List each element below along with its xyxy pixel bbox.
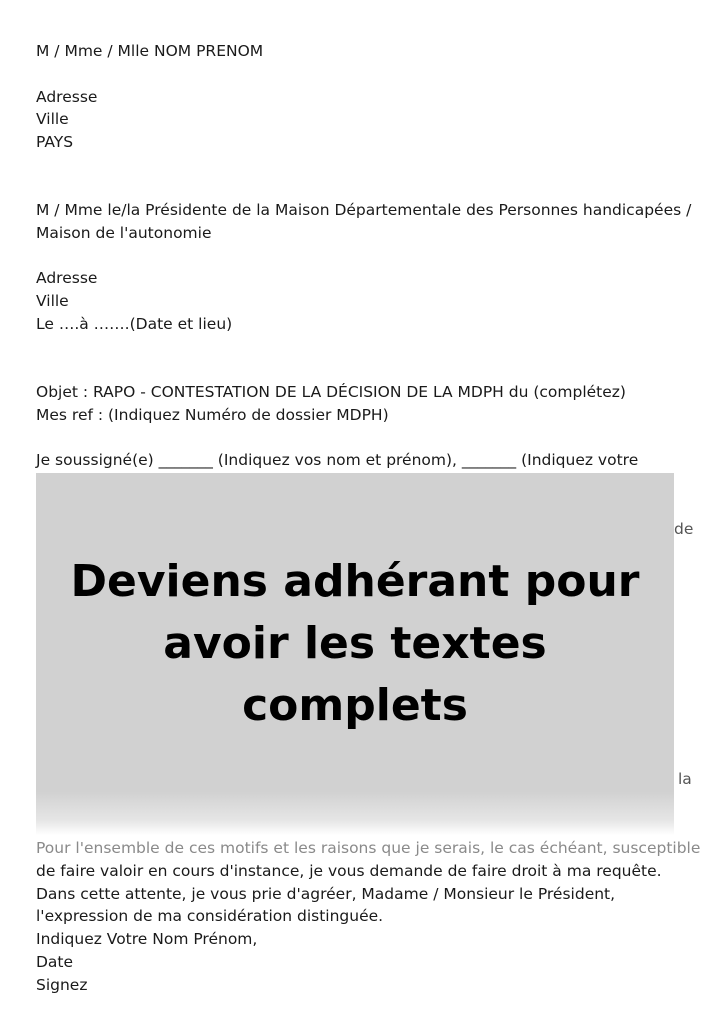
- letter-document: [36, 40, 700, 472]
- recipient-city: Ville: [36, 292, 69, 311]
- closing-line-1: Pour l'ensemble de ces motifs et les raisons que je serais, le cas échéant, susceptible: [36, 839, 701, 857]
- closing-section: [36, 837, 700, 997]
- hidden-fragment-la: la: [678, 770, 692, 788]
- sender-country: PAYS: [36, 133, 74, 152]
- closing-line-6: Date: [36, 952, 74, 971]
- closing-line-3: Dans cette attente, je vous prie d'agréer, Madame / Monsieur le Président,: [36, 884, 616, 903]
- body-intro: Je soussigné(e) _______ (Indiquez vos nom et prénom), _______ (Indiquez votre: [36, 451, 639, 470]
- subject-object: Objet : RAPO - CONTESTATION DE LA DÉCISION DE LA MDPH du (complétez): [36, 382, 626, 401]
- sender-address: Adresse: [36, 87, 98, 106]
- closing-line-2: de faire valoir en cours d'instance, je vous demande de faire droit à ma requête.: [36, 861, 662, 880]
- sender-name: M / Mme / Mlle NOM PRENOM: [36, 42, 264, 60]
- subject-reference: Mes ref : (Indiquez Numéro de dossier MDPH): [36, 405, 389, 424]
- closing-line-7: Signez: [36, 975, 88, 994]
- recipient-address: Adresse: [36, 269, 98, 288]
- paywall-overlay[interactable]: [36, 473, 674, 835]
- hidden-fragment-de: de: [674, 520, 694, 538]
- recipient-title-line2: Maison de l'autonomie: [36, 223, 212, 242]
- paywall-message: Deviens adhérant pour avoir les textes complets: [70, 556, 640, 731]
- closing-line-4: l'expression de ma considération distinguée.: [36, 907, 384, 926]
- recipient-title-line1: M / Mme le/la Présidente de la Maison Départementale des Personnes handicapées /: [36, 200, 692, 219]
- sender-city: Ville: [36, 110, 69, 129]
- date-place: Le ….à …….(Date et lieu): [36, 314, 233, 333]
- closing-line-5: Indiquez Votre Nom Prénom,: [36, 930, 258, 949]
